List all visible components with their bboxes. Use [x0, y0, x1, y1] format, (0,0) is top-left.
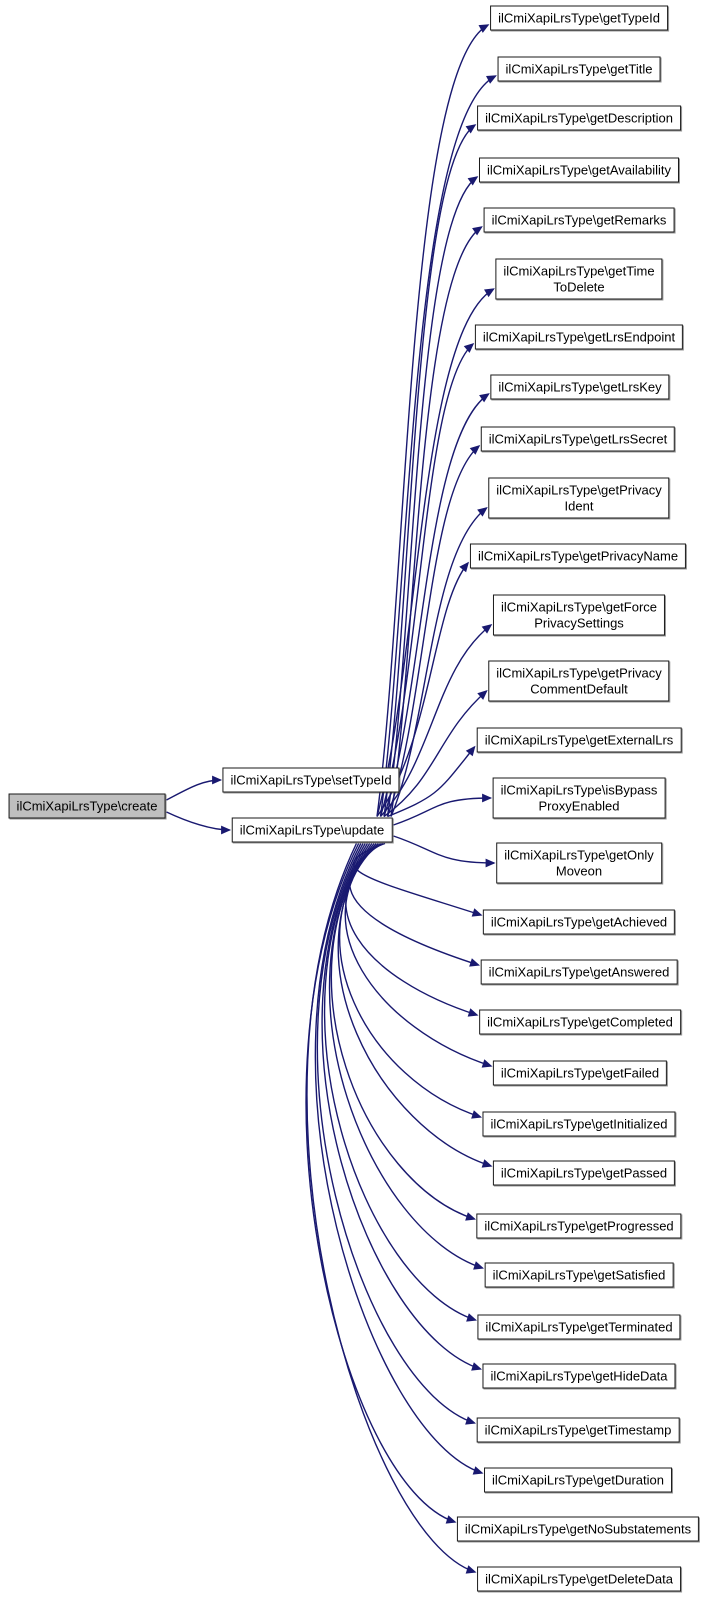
graph-node-isBypassProxyEnabled[interactable]	[493, 778, 666, 819]
graph-node-label: ilCmiXapiLrsType\getDescription	[485, 110, 673, 126]
graph-node-label: ilCmiXapiLrsType\getPrivacyName	[477, 548, 679, 564]
graph-node-getDeleteData[interactable]	[477, 1567, 681, 1592]
graph-node-label: ilCmiXapiLrsType\setTypeId	[230, 772, 392, 788]
graph-node-getProgressed[interactable]	[476, 1214, 681, 1239]
graph-node-getLrsKey[interactable]	[490, 375, 669, 400]
graph-node-getAnswered[interactable]	[481, 960, 678, 985]
graph-node-getDuration[interactable]	[484, 1468, 672, 1493]
graph-node-label: ilCmiXapiLrsType\getPassed	[500, 1165, 668, 1181]
graph-node-getCompleted[interactable]	[479, 1010, 681, 1035]
graph-node-getFailed[interactable]	[493, 1061, 667, 1086]
graph-node-label: Moveon	[555, 863, 603, 879]
graph-node-getPrivacyCommentDefault[interactable]	[488, 661, 669, 702]
graph-node-label: ilCmiXapiLrsType\getDuration	[492, 1472, 664, 1488]
graph-node-label: ilCmiXapiLrsType\getProgressed	[484, 1218, 674, 1234]
call-edge-update-isBypassProxyEnabled	[394, 798, 491, 825]
graph-node-getAchieved[interactable]	[483, 910, 675, 935]
graph-node-getTerminated[interactable]	[477, 1315, 680, 1340]
graph-node-label: ilCmiXapiLrsType\getPrivacy	[496, 482, 662, 498]
graph-node-label: ilCmiXapiLrsType\getTitle	[505, 61, 653, 77]
graph-node-label: ToDelete	[553, 279, 605, 295]
graph-node-label: ProxyEnabled	[538, 798, 620, 814]
call-edge-create-update	[167, 812, 230, 830]
graph-node-getDescription[interactable]	[477, 106, 681, 131]
graph-node-setTypeId[interactable]	[222, 768, 399, 793]
graph-node-label: ilCmiXapiLrsType\getTerminated	[485, 1319, 673, 1335]
call-edge-update-getExternalLrs	[388, 747, 475, 817]
graph-node-getLrsSecret[interactable]	[481, 427, 675, 452]
graph-node-getTypeId[interactable]	[490, 6, 668, 31]
graph-node-getTitle[interactable]	[498, 57, 661, 82]
graph-node-label: PrivacySettings	[534, 615, 624, 631]
graph-node-label: ilCmiXapiLrsType\getAnswered	[488, 964, 670, 980]
graph-node-getPassed[interactable]	[493, 1161, 675, 1186]
graph-node-create[interactable]	[9, 794, 166, 819]
graph-node-label: ilCmiXapiLrsType\getInitialized	[490, 1116, 668, 1132]
call-edge-update-getSatisfied	[330, 844, 483, 1269]
graph-node-label: ilCmiXapiLrsType\getHideData	[490, 1368, 668, 1384]
graph-node-label: ilCmiXapiLrsType\getSatisfied	[492, 1267, 666, 1283]
graph-node-getRemarks[interactable]	[484, 208, 675, 233]
graph-node-label: ilCmiXapiLrsType\isBypass	[500, 782, 658, 798]
graph-node-getTimeToDelete[interactable]	[495, 259, 662, 300]
call-edge-update-getTimestamp	[317, 844, 474, 1424]
graph-node-update[interactable]	[232, 818, 393, 843]
graph-node-getSatisfied[interactable]	[485, 1263, 674, 1288]
graph-node-label: ilCmiXapiLrsType\getTime	[503, 263, 655, 279]
graph-node-label: ilCmiXapiLrsType\create	[16, 798, 158, 814]
graph-node-label: ilCmiXapiLrsType\getFailed	[500, 1065, 660, 1081]
graph-node-label: ilCmiXapiLrsType\getAvailability	[486, 162, 672, 178]
graph-node-getForcePrivacySettings[interactable]	[493, 595, 665, 636]
graph-node-label: ilCmiXapiLrsType\getAchieved	[490, 914, 668, 930]
graph-node-label: CommentDefault	[530, 681, 628, 697]
graph-node-label: ilCmiXapiLrsType\update	[239, 822, 385, 838]
call-edge-update-getAnswered	[350, 844, 479, 966]
graph-node-getExternalLrs[interactable]	[477, 728, 682, 753]
call-edge-update-getCompleted	[346, 844, 477, 1016]
graph-node-label: Ident	[564, 498, 594, 514]
graph-node-label: ilCmiXapiLrsType\getTypeId	[498, 10, 660, 26]
graph-node-label: ilCmiXapiLrsType\getNoSubstatements	[464, 1521, 692, 1537]
graph-node-label: ilCmiXapiLrsType\getOnly	[504, 847, 654, 863]
graph-node-label: ilCmiXapiLrsType\getTimestamp	[484, 1422, 672, 1438]
graph-node-getTimestamp[interactable]	[477, 1418, 680, 1443]
graph-node-getNoSubstatements[interactable]	[457, 1517, 699, 1542]
graph-node-getInitialized[interactable]	[482, 1112, 675, 1137]
call-edge-update-getProgressed	[331, 844, 474, 1220]
call-edge-update-getOnlyMoveon	[394, 836, 495, 863]
graph-node-getAvailability[interactable]	[479, 158, 679, 183]
graph-node-label: ilCmiXapiLrsType\getLrsKey	[498, 379, 662, 395]
graph-node-label: ilCmiXapiLrsType\getLrsSecret	[488, 431, 668, 447]
call-edge-create-setTypeId	[167, 780, 221, 800]
graph-node-getLrsEndpoint[interactable]	[475, 325, 683, 350]
graph-node-getHideData[interactable]	[482, 1364, 675, 1389]
call-edge-update-getTypeId	[377, 25, 488, 817]
graph-node-label: ilCmiXapiLrsType\getPrivacy	[496, 665, 662, 681]
call-edge-update-getAchieved	[354, 844, 481, 916]
call-edge-update-getInitialized	[340, 844, 481, 1118]
graph-node-label: ilCmiXapiLrsType\getLrsEndpoint	[482, 329, 676, 345]
graph-node-label: ilCmiXapiLrsType\getCompleted	[487, 1014, 673, 1030]
graph-node-label: ilCmiXapiLrsType\getDeleteData	[485, 1571, 673, 1587]
call-edge-update-getPassed	[338, 844, 491, 1167]
graph-node-label: ilCmiXapiLrsType\getExternalLrs	[484, 732, 674, 748]
graph-node-getPrivacyName[interactable]	[470, 544, 686, 569]
graph-node-label: ilCmiXapiLrsType\getRemarks	[491, 212, 667, 228]
graph-node-getOnlyMoveon[interactable]	[496, 843, 662, 884]
graph-node-label: ilCmiXapiLrsType\getForce	[500, 599, 658, 615]
graph-node-getPrivacyIdent[interactable]	[488, 478, 669, 519]
